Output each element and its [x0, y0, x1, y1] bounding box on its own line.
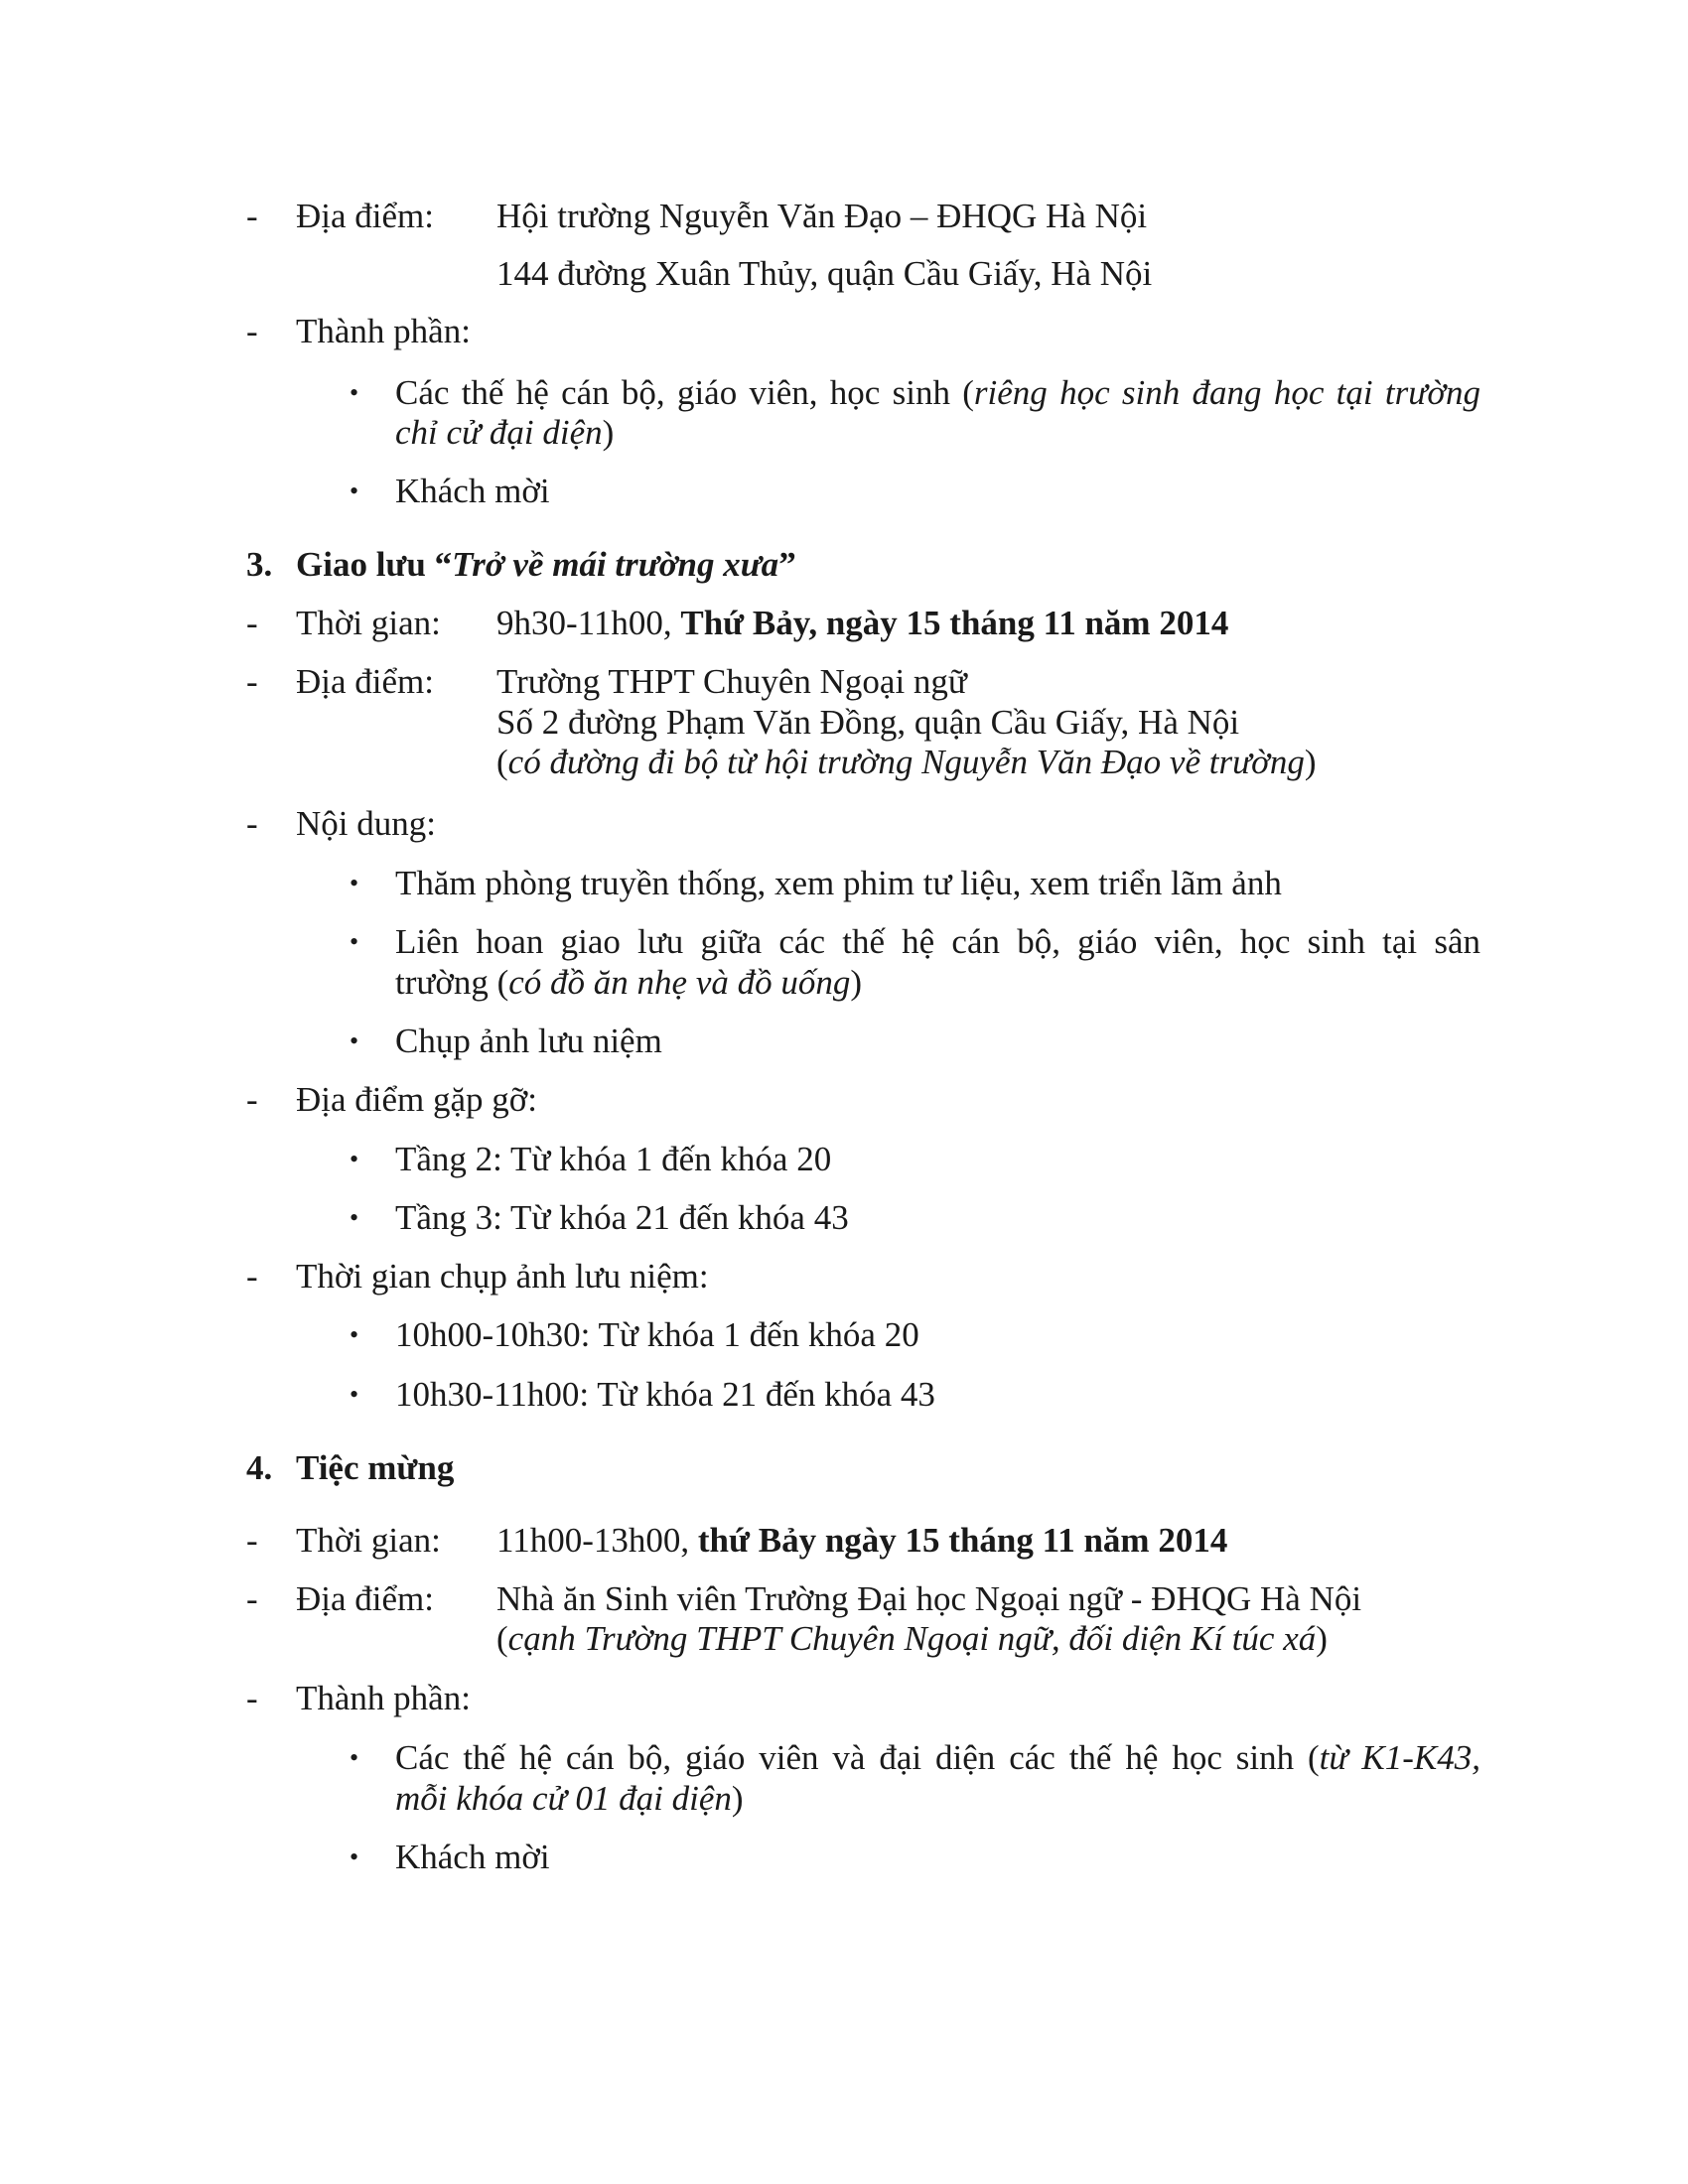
bullet-icon: • — [350, 927, 359, 956]
venue-line-1: Nhà ăn Sinh viên Trường Đại học Ngoại ngữ - ĐHQG Hà Nội — [496, 1579, 1362, 1618]
bullet-text: Các thế hệ cán bộ, giáo viên, học sinh (riêng học sinh đang học tại trường — [395, 373, 1480, 412]
bullet-icon: • — [350, 477, 359, 505]
bullet-text: 10h30-11h00: Từ khóa 21 đến khóa 43 — [395, 1375, 935, 1414]
bullet-text: Tầng 3: Từ khóa 21 đến khóa 43 — [395, 1198, 849, 1237]
dash-marker: - — [246, 1080, 258, 1119]
dash-marker: - — [246, 1679, 258, 1717]
section-title: Tiệc mừng — [296, 1448, 455, 1487]
dash-marker: - — [246, 1257, 258, 1296]
dash-marker: - — [246, 1579, 258, 1618]
bullet-icon: • — [350, 1743, 359, 1772]
time-label: Thời gian: — [296, 1521, 441, 1560]
bullet-icon: • — [350, 378, 359, 407]
time-label: Thời gian: — [296, 604, 441, 642]
participants-label: Thành phần: — [296, 312, 471, 350]
venue-label: Địa điểm: — [296, 662, 434, 701]
bullet-icon: • — [350, 1380, 359, 1409]
venue-label: Địa điểm: — [296, 1579, 434, 1618]
section-title: Giao lưu “Trở về mái trường xưa” — [296, 545, 796, 584]
dash-marker: - — [246, 604, 258, 642]
photo-time-label: Thời gian chụp ảnh lưu niệm: — [296, 1257, 709, 1296]
time-value: 9h30-11h00, Thứ Bảy, ngày 15 tháng 11 năm 2014 — [496, 604, 1229, 642]
bullet-icon: • — [350, 1203, 359, 1232]
bullet-text: Liên hoan giao lưu giữa các thế hệ cán bộ, giáo viên, học sinh tại sân — [395, 922, 1480, 961]
bullet-icon: • — [350, 869, 359, 897]
dash-marker: - — [246, 312, 258, 350]
bullet-text: Khách mời — [395, 1838, 550, 1876]
venue-line-1: Trường THPT Chuyên Ngoại ngữ — [496, 662, 967, 701]
bullet-text: trường (có đồ ăn nhẹ và đồ uống) — [395, 963, 863, 1002]
bullet-text: Các thế hệ cán bộ, giáo viên và đại diện các thế hệ học sinh (từ K1-K43, — [395, 1738, 1480, 1777]
dash-marker: - — [246, 804, 258, 843]
bullet-icon: • — [350, 1843, 359, 1871]
bullet-icon: • — [350, 1320, 359, 1349]
bullet-icon: • — [350, 1026, 359, 1055]
time-value: 11h00-13h00, thứ Bảy ngày 15 tháng 11 năm 2014 — [496, 1521, 1228, 1560]
bullet-text: 10h00-10h30: Từ khóa 1 đến khóa 20 — [395, 1315, 919, 1354]
venue-line-1: Hội trường Nguyễn Văn Đạo – ĐHQG Hà Nội — [496, 197, 1148, 235]
content-label: Nội dung: — [296, 804, 436, 843]
venue-line-2: 144 đường Xuân Thủy, quận Cầu Giấy, Hà Nội — [496, 254, 1153, 293]
bullet-text: Thăm phòng truyền thống, xem phim tư liệu, xem triển lãm ảnh — [395, 864, 1282, 902]
bullet-text: Tầng 2: Từ khóa 1 đến khóa 20 — [395, 1140, 832, 1178]
dash-marker: - — [246, 662, 258, 701]
dash-marker: - — [246, 1521, 258, 1560]
bullet-text: chỉ cử đại diện) — [395, 413, 615, 452]
bullet-icon: • — [350, 1145, 359, 1173]
section-number: 3. — [246, 545, 273, 584]
venue-note: (cạnh Trường THPT Chuyên Ngoại ngữ, đối diện Kí túc xá) — [496, 1619, 1328, 1658]
section-number: 4. — [246, 1448, 273, 1487]
bullet-text: mỗi khóa cử 01 đại diện) — [395, 1779, 744, 1818]
venue-line-2: Số 2 đường Phạm Văn Đồng, quận Cầu Giấy, Hà Nội — [496, 703, 1240, 742]
venue-note: (có đường đi bộ từ hội trường Nguyễn Văn Đạo về trường) — [496, 743, 1317, 781]
meeting-place-label: Địa điểm gặp gỡ: — [296, 1080, 538, 1119]
bullet-text: Chụp ảnh lưu niệm — [395, 1022, 662, 1060]
venue-label: Địa điểm: — [296, 197, 434, 235]
participants-label: Thành phần: — [296, 1679, 471, 1717]
dash-marker: - — [246, 197, 258, 235]
bullet-text: Khách mời — [395, 472, 550, 510]
